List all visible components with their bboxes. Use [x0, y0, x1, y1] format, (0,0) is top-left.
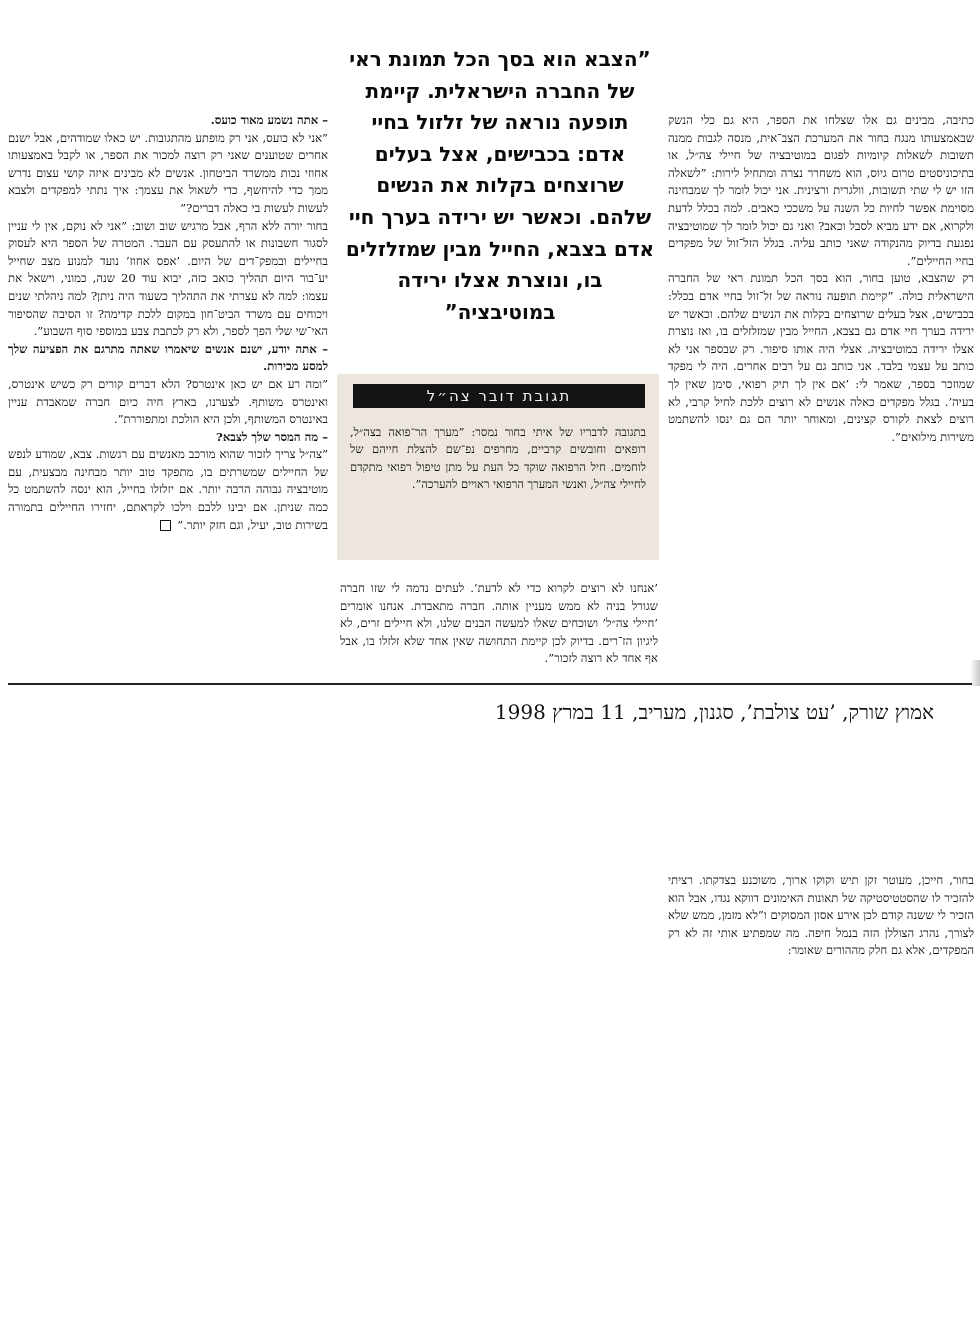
article-paragraph: ’אנחנו לא רוצים לקרוא כדי לא לדעת’. לעתים נדמה לי שזו חברה שגורל בניה לא ממש מעניין אותה. חברה מתאבדת. אנחנו אומרים ’חיילי צה״ל’ ושוכחים שאלו למעשה הבנים שלנו, ולא חיילים זרים, לא ליגיון הז־רים. בדיוק לכן קיימת התחושה שאין אחד שלא זלזלו בו, אבל אף אחד לא רוצה לזכור”.: [340, 581, 658, 666]
interview-answer: [8, 446, 328, 534]
source-caption: אמוץ שורק, ’עט צולבת’, סגנון, מעריב, 11 במרץ 1998: [494, 700, 934, 724]
interview-question: – אתה נשמע מאוד כועס.: [210, 113, 328, 127]
interview-question: – מה המסר שלך לצבא?: [216, 429, 328, 444]
end-mark-icon: [160, 520, 171, 531]
response-box-title: תגובת דובר צה״ל: [353, 384, 645, 408]
article-paragraph: כתיבה, מבינים גם אלו שצלחו את הספר, היא גם כלי הנשק שבאמצעותו מנגח בחור את המערכת הצב־אית, מנסה לגבות ממנה תשובות לשאלות קיומיות לפגום במוטיבציה של חיילי צה״ל, או בתיכוניסטים טרום גיוס, הוא משחרר נצרה ומתחיל לירות: ”לשאלה הזו יש לי שתי תשובות, וולגרית ורצינית. אני יכול לומר לך שמבחינה מסוימת אפשר לחיות כל השנה על משככי כאבים. למה בכלל לדעת ולקרוא, אם ידע מביא לסבל וכאב? ואני גם יכול לומר לך שמוטיבציה נפגעת בדיוק מהנקודה שאני כותב עליה. בגלל הזל־זול של מפקדים בחיי החיילים”.: [668, 113, 974, 268]
article-paragraph: בחור, חייכן, מעוטר זקן תיש וקוקו ארוך, משוכנע בצדקתו. רציתי להזכיר לו שהסטטיסטיקה של תאונות האימונים דווקא נגדו, אבל הוא הזכיר לי ששנה קודם לכן אירע אסון המסוקים ו”לא מזמן, ממש שלא לצורך, נהרג הצוללן הזה בנמל חיפה. מה שמפתיע אותי זה לא רק המפקדים, אלא גם חלק מההורים שאומר:: [668, 873, 974, 958]
article-column-right-continued: [668, 872, 974, 960]
article-paragraph: בחור יורה ללא הרף, אבל מרגיש שוב ושוב: ”אני לא נוקם, אין לי עניין לסגור חשבונות או להתעסק עם העבר. המטרה של הספר היא לעסוק בחיילים ובמפק־דים של היום. ’אפס אחוז’ נועד למנוע מצב שחייל יע־בור היום תהליך כואב כזה, יבוא עוד 20 שנה, כמוני, וישאל את עצמו: למה לא עצרתי את התהליך כשעוד היה ניתן? למה ניהלתי שנים ויכוחים עם משרד הביט־חון במקום ללכת קדימה? זו הסיבה שהסיפור האי־שי שלי הפך לספר, ולא רק לכתבת צבע במוספי סוף השבוע”.: [8, 218, 329, 339]
article-paragraph: רק שהצבא, טוען בחור, הוא בסך הכל תמונת ראי של החברה הישראלית כולה. ”קיימת תופעה נוראה של זל־זול בחיי אדם בכלל: בכבישים, אצל בעלים שרוצחים בקלות את הנשים שלהם. וכאשר יש ירידה בערך חיי אדם גם בצבא, החייל מבין שמזלזלים בו, ואז נוצרת אצלו ירידה במוטיבציה. אצלי היה אותו סיפור. רק שבספר אני לא כותב על עצמי בלבד. אני כותב גם על רבים אחרים. היה לי מפקד שמוזכר בספר, שאמר לי: ’אם אין לך תיק רפואי, סימן שאין לך בעיה’. בגלל מפקדים כאלה אנשים לא רוצים ללכת לחיל קרבי, לא רוצים לצאת לקורס קצינים, ומאוחר יותר הם גם ינסו להשתמט משירות מילואים”.: [668, 271, 974, 444]
response-box-text: בתגובה לדבריו של איתי בחור נמסר: ”מערך הר־פואה בצה״ל, רופאים וחובשים קרביים, מחרפים נפ־שם להצלת חייהם של לוחמים. חיל הרפואה שוקד כל העת על מתן טיפול רפואי מתקדם לחיילי צה״ל, ואנשי המערך הרפואי ראויים להערכה”.: [350, 425, 646, 492]
interview-answer: ”אני לא כועס, אני רק מופתע מהתגובות. יש כאלו שמודהים, אבל ישנם אחרים שטוענים שאני רק רוצה למכור את הספר, או לקבל באמצעותו אחוזי נכות ממשרד הביטחון. אנשים לא מבינים איזה קושי עצום נדרש ממך כדי להיחשף, כדי לשאול את עצמך: איך נתתי למפקדים ולצבא לעשות לעשות בי כאלה דברים?”: [8, 130, 328, 215]
bottom-rule: [8, 683, 972, 685]
interview-answer-text: ”צה״ל צריך לזכור שהוא מורכב מאנשים עם רגשות. צבא, שמודע לנפש של החיילים שמשרתים בו, מתפקד טוב יותר מבחינה מבצעית, עם מוטיבציה גבוהה הרבה יותר. אם יזלזלו בחייל, הוא ינסה להשתמט כל כמה שניתן. אם יבינו ללבם וילכו לקראתם, יחזירו החיילים בתמורה בשירות טוב, יעיל, וגם חזק יותר.”: [8, 447, 328, 532]
article-column-left: [8, 112, 328, 534]
interview-answer: ”ומה רע אם יש כאן אינטרס? הלא דברים קורים רק כשיש אינטרס, ואינטרס משותף. לצערנו, בארץ חיה כיום חברה שמאבדת עניין באינטרס המשותף, ולכן היא הולכת ומתפוררת”.: [8, 376, 328, 427]
article-column-middle: [340, 580, 658, 668]
article-column-right: [668, 112, 974, 446]
interview-question: – אתה יודע, ישנם אנשים שיאמרו שאתה מתרגם את הפציעה שלך למסע מכירות.: [8, 341, 328, 374]
pull-quote: ”הצבא הוא בסך הכל תמונת ראי של החברה הישראלית. קיימת תופעה נוראה של זלזול בחיי אדם: בכבישים, אצל בעלים שרוצחים בקלות את הנשים שלהם. וכאשר יש ירידה בערך חיי אדם בצבא, החייל מבין שמזלזלים בו, ונוצרת אצלו ירידה במוטיבציה”: [345, 47, 655, 324]
